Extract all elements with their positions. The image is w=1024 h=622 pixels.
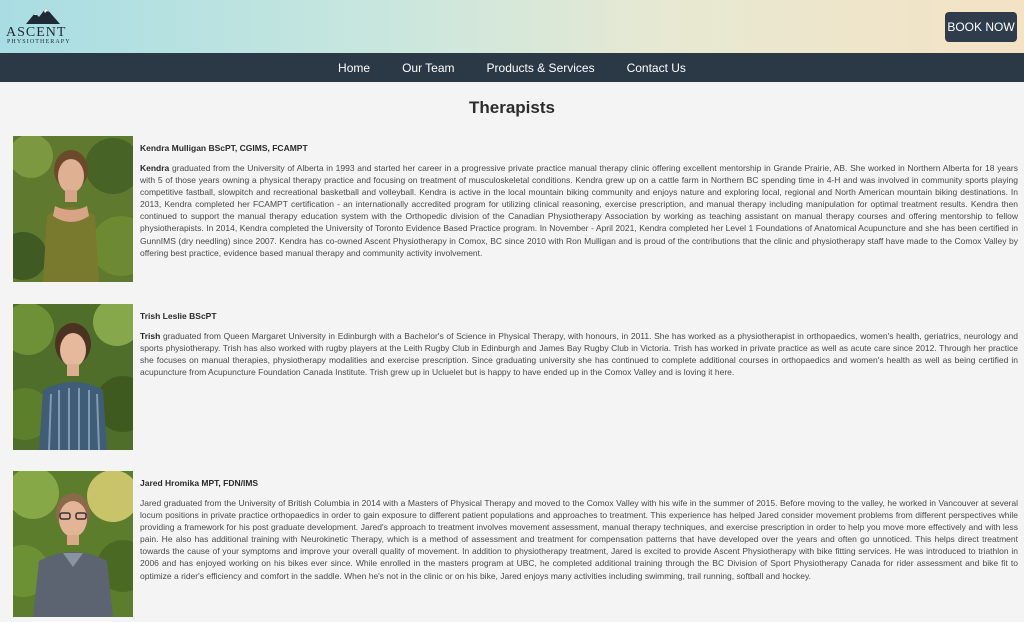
therapist-name: Trish Leslie BScPT [140,311,217,321]
site-header [0,0,1024,53]
therapist-bio: Trish graduated from Queen Margaret University in Edinburgh with a Bachelor's of Science in Physical Therapy, with honours, in 2011. She has worked as a physiotherapist in orthopaedics, women's health, geriatrics, neurology and sports physiotherapy. Trish has also worked with rugby players at the Leith Rugby Club in Edinburgh and James Bay Rugby Club in Victoria. Trish has worked in private practice as well as acute care since 2012. Through her practice she focuses on manual therapies, physiotherapy modalities and exercise prescription. Since graduating university she has continued to complete additional courses in orthopaedics and women's health as well as being certified in acupuncture from Acupuncture Foundation Canada Institute. Trish grew up in Ucluelet but is happy to have ended up in the Comox Valley and is loving it here. [140,331,1018,378]
nav-contact-us[interactable]: Contact Us [626,60,686,75]
nav-products-services[interactable]: Products & Services [486,60,595,75]
book-now-button[interactable]: BOOK NOW [945,12,1017,42]
therapist-name: Jared Hromika MPT, FDN/IMS [140,478,259,488]
therapist-bio: Jared graduated from the University of British Columbia in 2014 with a Masters of Physical Therapy and moved to the Comox Valley with his wife in the summer of 2015. Before moving to the valley, he worked in Vancouver at several locum positions in private practice orthopaedics in order to gain exposure to different patient populations and approaches to treatment. This experience has helped Jared consider movement problems from different perspectives while providing a framework for his post graduate development. Jared's approach to treatment involves movement assessment, manual therapy techniques, and exercise prescription in order to help you move more effectively and with less pain. He also has additional training with Neurokinetic Therapy, which is a method of assessment and treatment for compensation patterns that have developed over the years and often go unnoticed. This helps direct treatment towards the cause of your symptoms and improve your overall quality of movement. In addition to physiotherapy treatment, Jared is excited to provide Ascent Physiotherapy with bike fitting services. He was introduced to triathlon in 2006 and has enjoyed working on his bikes ever since. While enrolled in the masters program at UBC, he completed additional training through the BC Division of Sport Physiotherapy Canada for rider assessment and bike fit to optimize a rider's efficiency and comfort in the saddle. When he's not in the clinic or on his bike, Jared enjoys many activities including swimming, trail running, softball and hockey. [140,498,1018,581]
therapist-bio: Kendra graduated from the University of Alberta in 1993 and started her career in a progressive private practice manual therapy clinic offering excellent mentorship in Grande Prairie, AB. She worked in Northern Alberta for 18 years with 5 of those years owning a physical therapy practice and focusing on treatment of musculoskeletal conditions. Kendra grew up on a cattle farm in Northern BC spending time in 4-H and was involved in community sports playing competitive fastball, slowpitch and recreational basketball and volleyball. Kendra is active in the local mountain biking community and enjoys nature and exploring local, regional and North American mountain biking destinations. In 2013, Kendra completed her FCAMPT certification - an internationally accredited program for utilizing clinical reasoning, exercise prescription, and manual therapy including manipulation for optimal treatment results. Kendra then continued to support the manual therapy education system with the Orthopedic division of the Canadian Physiotherapy Association by working as teaching assistant on manual therapy courses and offering mentorship to fellow physiotherapists. In 2014, Kendra completed the University of Toronto Evidence Based Practice program. In November - April 2021, Kendra completed her Level 1 Foundations of Anatomical Acupuncture and she has been certified in GunnIMS (dry needling) since 2007. Kendra has co-owned Ascent Physiotherapy in Comox, BC since 2010 with Ron Mulligan and is proud of the contributions that the clinic and physiotherapy staff have made to the Comox Valley by offering best practice, evidence based manual therapy and community activity involvement. [140,163,1018,258]
logo-subtitle: PHYSIOTHERAPY [7,39,71,45]
therapist-photo [13,471,133,617]
therapist-name: Kendra Mulligan BScPT, CGIMS, FCAMPT [140,143,308,153]
therapist-photo [13,304,133,450]
page-title: Therapists [469,98,555,117]
therapist-lead-name: Trish [140,331,161,341]
logo-wordmark: ASCENT [6,25,67,40]
main-nav [0,53,1024,82]
ascent-logo[interactable] [6,6,78,48]
nav-our-team[interactable]: Our Team [402,60,455,75]
therapist-lead-name: Kendra [140,163,170,173]
mountain-icon [26,6,60,24]
therapist-photo [13,136,133,282]
nav-home[interactable]: Home [338,60,371,75]
